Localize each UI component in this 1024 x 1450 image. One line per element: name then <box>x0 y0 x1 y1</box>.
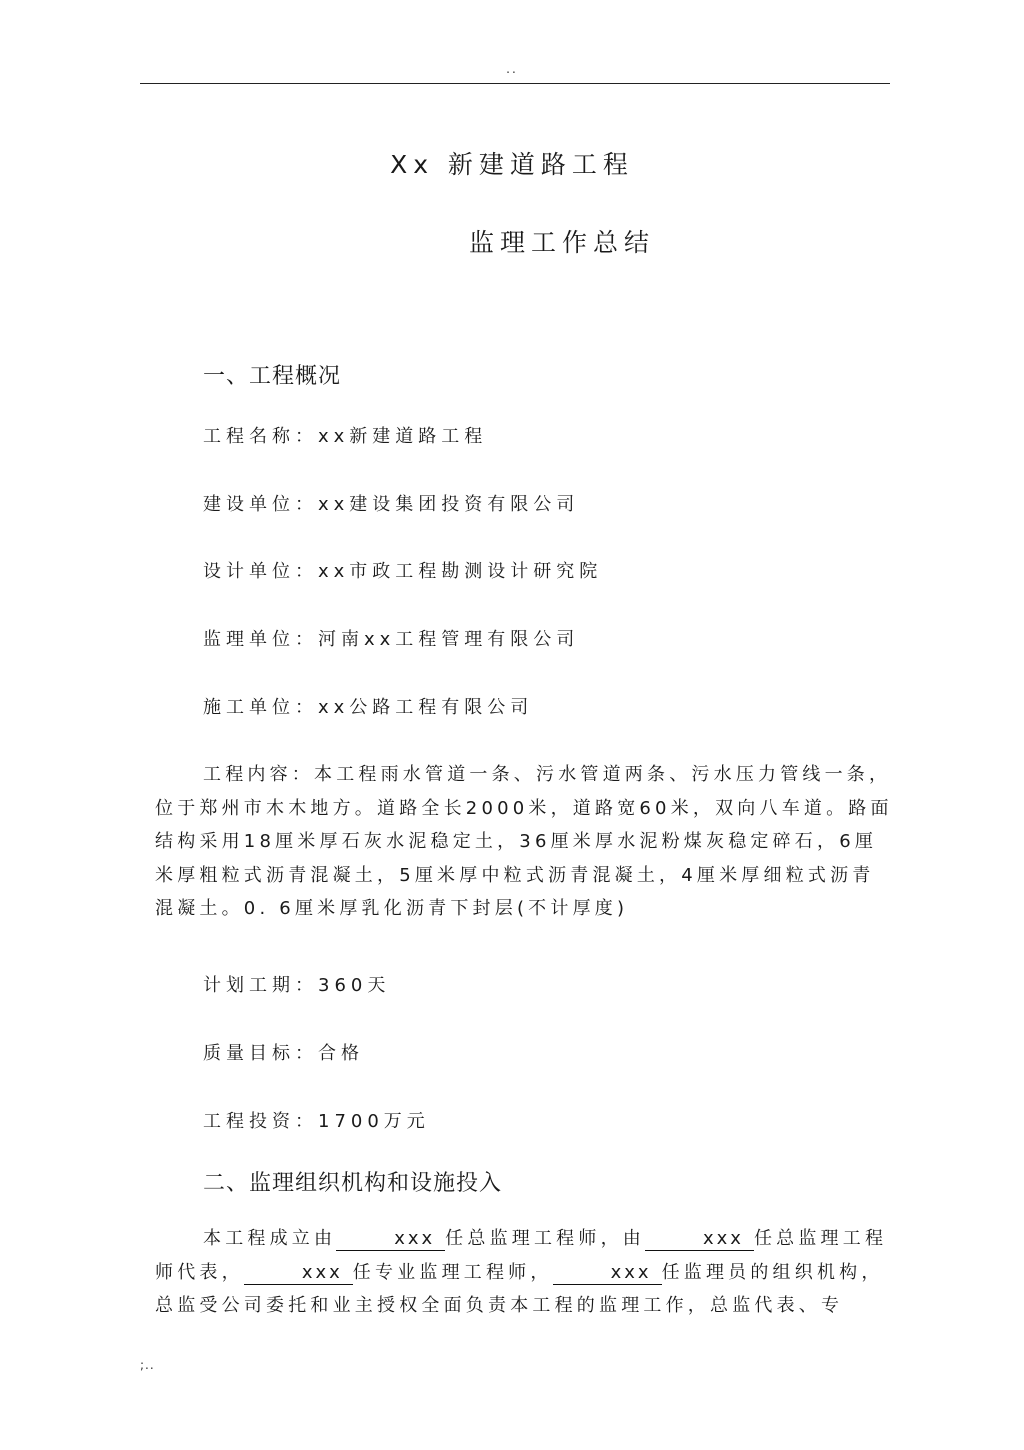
blank-specialist-engineer: xxx <box>244 1262 353 1285</box>
org-text-4: 任专业监理工程师， <box>352 1261 553 1283</box>
field-client: 建设单位：xx建设集团投资有限公司 <box>203 494 580 515</box>
field-designer: 设计单位：xx市政工程勘测设计研究院 <box>203 561 603 582</box>
field-project-name: 工程名称：xx新建道路工程 <box>203 426 488 447</box>
blank-chief-representative: xxx <box>645 1228 754 1251</box>
organization-paragraph <box>155 1222 895 1323</box>
section-heading-overview: 一、工程概况 <box>203 364 342 389</box>
field-supervisor: 监理单位：河南xx工程管理有限公司 <box>203 629 580 650</box>
org-text-5: 任监理员的组织机构，总监受公司委托和业主授权全面负责本工程的监理工作，总监代表、专 <box>155 1261 884 1316</box>
blank-supervisor: xxx <box>553 1262 662 1285</box>
field-schedule: 计划工期：360天 <box>203 975 391 996</box>
field-contractor: 施工单位：xx公路工程有限公司 <box>203 697 534 718</box>
footer-mark: ;.. <box>140 1358 155 1372</box>
document-subtitle: 监理工作总结 <box>468 228 655 257</box>
field-investment: 工程投资：1700万元 <box>203 1111 430 1132</box>
header-mark: .. <box>506 62 518 76</box>
project-content-paragraph: 工程内容：本工程雨水管道一条、污水管道两条、污水压力管线一条，位于郑州市木木地方。道路全长2000米，道路宽60米，双向八车道。路面结构采用18厘米厚石灰水泥稳定土，36厘米厚水泥粉煤灰稳定碎石，6厘米厚粗粒式沥青混凝土，5厘米厚中粒式沥青混凝土，4厘米厚细粒式沥青混凝土。0. 6厘米厚乳化沥青下封层(不计厚度) <box>155 764 893 919</box>
org-text-1: 本工程成立由 <box>203 1228 337 1249</box>
header-rule <box>140 83 890 84</box>
section-heading-organization: 二、监理组织机构和设施投入 <box>203 1171 503 1196</box>
org-text-2: 任总监理工程师，由 <box>445 1228 645 1249</box>
org-text-3: 任总监理工程师代表， <box>155 1228 888 1283</box>
field-quality: 质量目标：合格 <box>203 1043 364 1064</box>
blank-chief-engineer: xxx <box>336 1228 445 1251</box>
document-title: Xx 新建道路工程 <box>390 150 634 179</box>
